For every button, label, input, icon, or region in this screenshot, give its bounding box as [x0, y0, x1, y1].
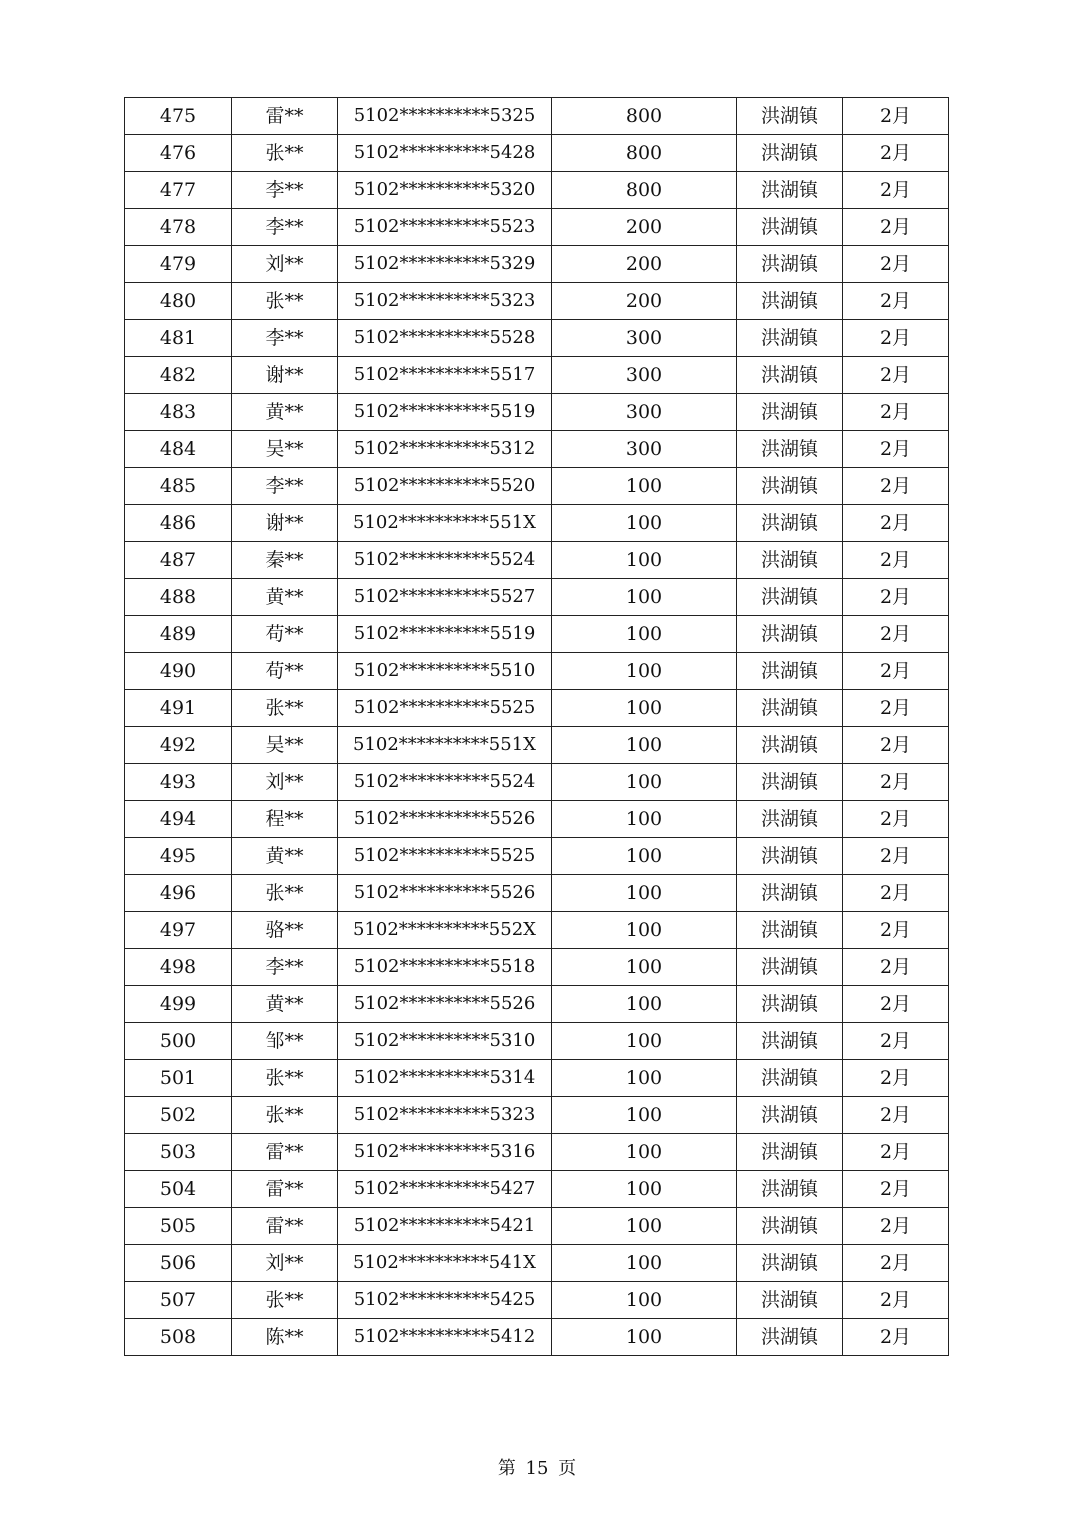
month-cell: 2月 [843, 1171, 949, 1208]
table-row [125, 838, 949, 875]
amount-cell: 100 [552, 542, 737, 579]
month-cell: 2月 [843, 949, 949, 986]
id-number-cell: 5102**********5519 [338, 394, 552, 431]
id-number-cell: 5102**********5523 [338, 209, 552, 246]
name-cell: 李** [232, 320, 338, 357]
month-cell: 2月 [843, 801, 949, 838]
row-number-cell: 488 [125, 579, 232, 616]
name-cell: 陈** [232, 1319, 338, 1356]
month-cell: 2月 [843, 1282, 949, 1319]
town-cell: 洪湖镇 [737, 690, 843, 727]
name-cell: 刘** [232, 246, 338, 283]
name-cell: 张** [232, 283, 338, 320]
row-number-cell: 487 [125, 542, 232, 579]
town-cell: 洪湖镇 [737, 394, 843, 431]
month-cell: 2月 [843, 209, 949, 246]
table-row [125, 653, 949, 690]
month-cell: 2月 [843, 1208, 949, 1245]
month-cell: 2月 [843, 764, 949, 801]
town-cell: 洪湖镇 [737, 1023, 843, 1060]
month-cell: 2月 [843, 579, 949, 616]
name-cell: 李** [232, 209, 338, 246]
table-row [125, 1097, 949, 1134]
town-cell: 洪湖镇 [737, 1171, 843, 1208]
town-cell: 洪湖镇 [737, 468, 843, 505]
amount-cell: 300 [552, 394, 737, 431]
name-cell: 程** [232, 801, 338, 838]
amount-cell: 100 [552, 727, 737, 764]
town-cell: 洪湖镇 [737, 875, 843, 912]
month-cell: 2月 [843, 468, 949, 505]
row-number-cell: 482 [125, 357, 232, 394]
row-number-cell: 494 [125, 801, 232, 838]
month-cell: 2月 [843, 653, 949, 690]
id-number-cell: 5102**********5510 [338, 653, 552, 690]
row-number-cell: 476 [125, 135, 232, 172]
name-cell: 刘** [232, 1245, 338, 1282]
id-number-cell: 5102**********551X [338, 505, 552, 542]
name-cell: 秦** [232, 542, 338, 579]
amount-cell: 300 [552, 357, 737, 394]
roster-table [124, 97, 949, 1356]
id-number-cell: 5102**********5518 [338, 949, 552, 986]
row-number-cell: 508 [125, 1319, 232, 1356]
name-cell: 苟** [232, 653, 338, 690]
table-row [125, 98, 949, 135]
month-cell: 2月 [843, 283, 949, 320]
town-cell: 洪湖镇 [737, 1208, 843, 1245]
table-row [125, 394, 949, 431]
id-number-cell: 5102**********5525 [338, 690, 552, 727]
amount-cell: 100 [552, 949, 737, 986]
row-number-cell: 486 [125, 505, 232, 542]
name-cell: 张** [232, 1282, 338, 1319]
amount-cell: 100 [552, 653, 737, 690]
month-cell: 2月 [843, 838, 949, 875]
row-number-cell: 496 [125, 875, 232, 912]
town-cell: 洪湖镇 [737, 1319, 843, 1356]
row-number-cell: 503 [125, 1134, 232, 1171]
month-cell: 2月 [843, 542, 949, 579]
name-cell: 黄** [232, 838, 338, 875]
row-number-cell: 498 [125, 949, 232, 986]
table-row [125, 1282, 949, 1319]
id-number-cell: 5102**********5312 [338, 431, 552, 468]
row-number-cell: 497 [125, 912, 232, 949]
id-number-cell: 5102**********5527 [338, 579, 552, 616]
id-number-cell: 5102**********5323 [338, 1097, 552, 1134]
table-row [125, 690, 949, 727]
table-row [125, 727, 949, 764]
row-number-cell: 499 [125, 986, 232, 1023]
amount-cell: 100 [552, 468, 737, 505]
name-cell: 邹** [232, 1023, 338, 1060]
table-row [125, 209, 949, 246]
row-number-cell: 507 [125, 1282, 232, 1319]
amount-cell: 100 [552, 690, 737, 727]
month-cell: 2月 [843, 357, 949, 394]
id-number-cell: 5102**********5412 [338, 1319, 552, 1356]
id-number-cell: 5102**********5428 [338, 135, 552, 172]
name-cell: 吴** [232, 431, 338, 468]
name-cell: 张** [232, 1060, 338, 1097]
id-number-cell: 5102**********5526 [338, 986, 552, 1023]
id-number-cell: 5102**********5421 [338, 1208, 552, 1245]
table-row [125, 1060, 949, 1097]
town-cell: 洪湖镇 [737, 1245, 843, 1282]
town-cell: 洪湖镇 [737, 1282, 843, 1319]
name-cell: 刘** [232, 764, 338, 801]
table-row [125, 172, 949, 209]
name-cell: 李** [232, 172, 338, 209]
id-number-cell: 5102**********5329 [338, 246, 552, 283]
town-cell: 洪湖镇 [737, 912, 843, 949]
town-cell: 洪湖镇 [737, 801, 843, 838]
row-number-cell: 506 [125, 1245, 232, 1282]
id-number-cell: 5102**********5323 [338, 283, 552, 320]
table-row [125, 283, 949, 320]
table-row [125, 1171, 949, 1208]
row-number-cell: 493 [125, 764, 232, 801]
month-cell: 2月 [843, 431, 949, 468]
amount-cell: 100 [552, 1282, 737, 1319]
amount-cell: 300 [552, 320, 737, 357]
month-cell: 2月 [843, 1060, 949, 1097]
amount-cell: 100 [552, 1319, 737, 1356]
amount-cell: 100 [552, 1023, 737, 1060]
town-cell: 洪湖镇 [737, 172, 843, 209]
month-cell: 2月 [843, 727, 949, 764]
row-number-cell: 495 [125, 838, 232, 875]
id-number-cell: 5102**********5316 [338, 1134, 552, 1171]
month-cell: 2月 [843, 320, 949, 357]
id-number-cell: 5102**********5517 [338, 357, 552, 394]
month-cell: 2月 [843, 172, 949, 209]
amount-cell: 100 [552, 505, 737, 542]
town-cell: 洪湖镇 [737, 579, 843, 616]
town-cell: 洪湖镇 [737, 246, 843, 283]
amount-cell: 100 [552, 986, 737, 1023]
month-cell: 2月 [843, 690, 949, 727]
amount-cell: 800 [552, 98, 737, 135]
row-number-cell: 484 [125, 431, 232, 468]
month-cell: 2月 [843, 1023, 949, 1060]
town-cell: 洪湖镇 [737, 542, 843, 579]
row-number-cell: 480 [125, 283, 232, 320]
id-number-cell: 5102**********5427 [338, 1171, 552, 1208]
month-cell: 2月 [843, 912, 949, 949]
row-number-cell: 502 [125, 1097, 232, 1134]
name-cell: 黄** [232, 394, 338, 431]
row-number-cell: 501 [125, 1060, 232, 1097]
month-cell: 2月 [843, 1245, 949, 1282]
name-cell: 骆** [232, 912, 338, 949]
name-cell: 张** [232, 135, 338, 172]
id-number-cell: 5102**********5314 [338, 1060, 552, 1097]
town-cell: 洪湖镇 [737, 209, 843, 246]
row-number-cell: 492 [125, 727, 232, 764]
id-number-cell: 5102**********5524 [338, 764, 552, 801]
amount-cell: 200 [552, 209, 737, 246]
name-cell: 张** [232, 690, 338, 727]
row-number-cell: 500 [125, 1023, 232, 1060]
month-cell: 2月 [843, 1097, 949, 1134]
id-number-cell: 5102**********5526 [338, 801, 552, 838]
amount-cell: 100 [552, 801, 737, 838]
town-cell: 洪湖镇 [737, 505, 843, 542]
row-number-cell: 490 [125, 653, 232, 690]
id-number-cell: 5102**********5425 [338, 1282, 552, 1319]
amount-cell: 100 [552, 579, 737, 616]
town-cell: 洪湖镇 [737, 1134, 843, 1171]
name-cell: 黄** [232, 986, 338, 1023]
month-cell: 2月 [843, 986, 949, 1023]
town-cell: 洪湖镇 [737, 616, 843, 653]
name-cell: 雷** [232, 1208, 338, 1245]
id-number-cell: 5102**********5524 [338, 542, 552, 579]
town-cell: 洪湖镇 [737, 98, 843, 135]
amount-cell: 100 [552, 764, 737, 801]
month-cell: 2月 [843, 1319, 949, 1356]
table-row [125, 1319, 949, 1356]
town-cell: 洪湖镇 [737, 1060, 843, 1097]
id-number-cell: 5102**********5526 [338, 875, 552, 912]
row-number-cell: 475 [125, 98, 232, 135]
table-row [125, 986, 949, 1023]
row-number-cell: 504 [125, 1171, 232, 1208]
town-cell: 洪湖镇 [737, 838, 843, 875]
row-number-cell: 505 [125, 1208, 232, 1245]
table-row [125, 1208, 949, 1245]
id-number-cell: 5102**********552X [338, 912, 552, 949]
name-cell: 李** [232, 949, 338, 986]
table-row [125, 542, 949, 579]
town-cell: 洪湖镇 [737, 283, 843, 320]
id-number-cell: 5102**********5525 [338, 838, 552, 875]
amount-cell: 100 [552, 1097, 737, 1134]
row-number-cell: 478 [125, 209, 232, 246]
id-number-cell: 5102**********551X [338, 727, 552, 764]
town-cell: 洪湖镇 [737, 135, 843, 172]
table-row [125, 1245, 949, 1282]
amount-cell: 100 [552, 1134, 737, 1171]
amount-cell: 300 [552, 431, 737, 468]
amount-cell: 100 [552, 1208, 737, 1245]
name-cell: 雷** [232, 98, 338, 135]
town-cell: 洪湖镇 [737, 357, 843, 394]
amount-cell: 100 [552, 1245, 737, 1282]
table-row [125, 468, 949, 505]
name-cell: 张** [232, 875, 338, 912]
amount-cell: 100 [552, 1060, 737, 1097]
amount-cell: 100 [552, 616, 737, 653]
town-cell: 洪湖镇 [737, 764, 843, 801]
month-cell: 2月 [843, 505, 949, 542]
page-number: 第 15 页 [497, 1458, 577, 1479]
town-cell: 洪湖镇 [737, 727, 843, 764]
name-cell: 黄** [232, 579, 338, 616]
month-cell: 2月 [843, 135, 949, 172]
row-number-cell: 485 [125, 468, 232, 505]
table-row [125, 1023, 949, 1060]
table-row [125, 357, 949, 394]
amount-cell: 200 [552, 283, 737, 320]
town-cell: 洪湖镇 [737, 949, 843, 986]
table-row [125, 246, 949, 283]
name-cell: 谢** [232, 357, 338, 394]
month-cell: 2月 [843, 246, 949, 283]
row-number-cell: 483 [125, 394, 232, 431]
name-cell: 苟** [232, 616, 338, 653]
month-cell: 2月 [843, 394, 949, 431]
town-cell: 洪湖镇 [737, 986, 843, 1023]
id-number-cell: 5102**********5325 [338, 98, 552, 135]
month-cell: 2月 [843, 875, 949, 912]
table-row [125, 912, 949, 949]
amount-cell: 800 [552, 135, 737, 172]
table-row [125, 505, 949, 542]
month-cell: 2月 [843, 98, 949, 135]
town-cell: 洪湖镇 [737, 653, 843, 690]
amount-cell: 800 [552, 172, 737, 209]
month-cell: 2月 [843, 616, 949, 653]
table-row [125, 616, 949, 653]
amount-cell: 100 [552, 875, 737, 912]
table-row [125, 764, 949, 801]
table-row [125, 135, 949, 172]
id-number-cell: 5102**********5520 [338, 468, 552, 505]
id-number-cell: 5102**********5320 [338, 172, 552, 209]
name-cell: 吴** [232, 727, 338, 764]
name-cell: 张** [232, 1097, 338, 1134]
id-number-cell: 5102**********5528 [338, 320, 552, 357]
month-cell: 2月 [843, 1134, 949, 1171]
name-cell: 李** [232, 468, 338, 505]
table-row [125, 949, 949, 986]
row-number-cell: 479 [125, 246, 232, 283]
row-number-cell: 477 [125, 172, 232, 209]
id-number-cell: 5102**********5310 [338, 1023, 552, 1060]
town-cell: 洪湖镇 [737, 320, 843, 357]
table-row [125, 875, 949, 912]
id-number-cell: 5102**********541X [338, 1245, 552, 1282]
amount-cell: 100 [552, 912, 737, 949]
table-row [125, 431, 949, 468]
id-number-cell: 5102**********5519 [338, 616, 552, 653]
row-number-cell: 489 [125, 616, 232, 653]
name-cell: 雷** [232, 1171, 338, 1208]
row-number-cell: 491 [125, 690, 232, 727]
row-number-cell: 481 [125, 320, 232, 357]
amount-cell: 100 [552, 838, 737, 875]
town-cell: 洪湖镇 [737, 1097, 843, 1134]
roster-table-body [125, 98, 949, 1356]
name-cell: 谢** [232, 505, 338, 542]
town-cell: 洪湖镇 [737, 431, 843, 468]
table-row [125, 320, 949, 357]
amount-cell: 100 [552, 1171, 737, 1208]
table-row [125, 579, 949, 616]
table-row [125, 801, 949, 838]
name-cell: 雷** [232, 1134, 338, 1171]
table-row [125, 1134, 949, 1171]
amount-cell: 200 [552, 246, 737, 283]
